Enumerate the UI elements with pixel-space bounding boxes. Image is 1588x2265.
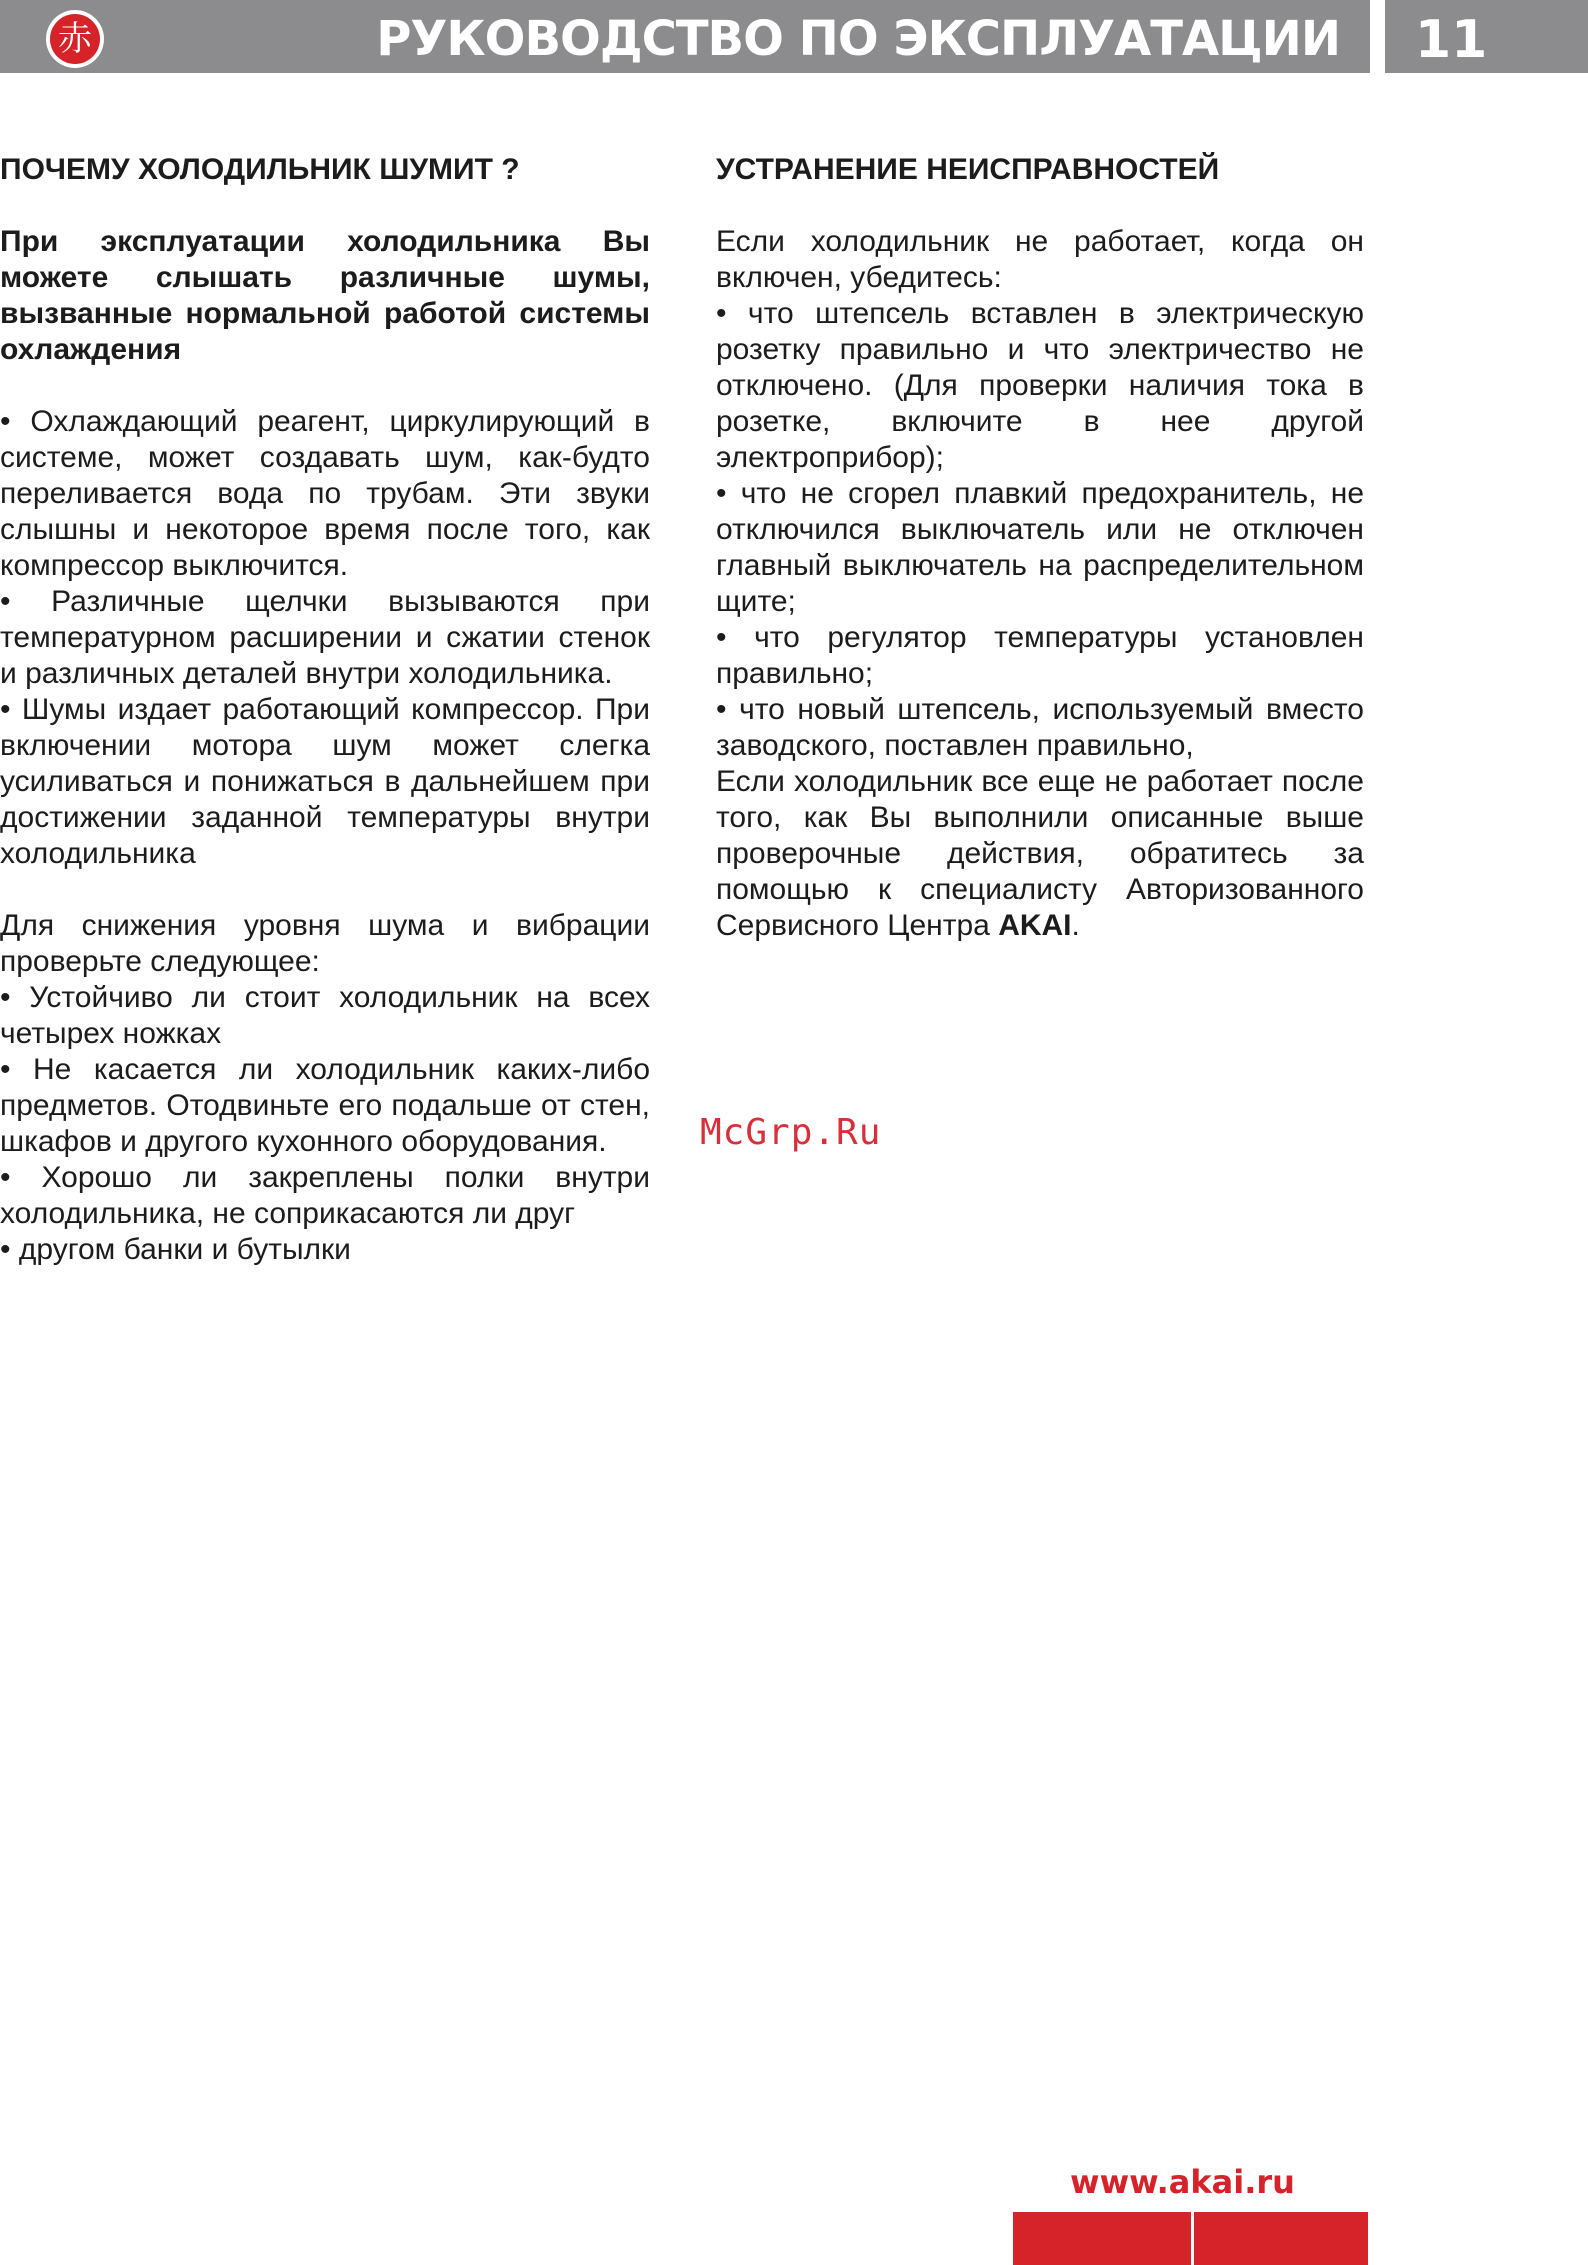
footer-bar — [1013, 2212, 1191, 2265]
closing-period: . — [1071, 909, 1080, 942]
closing-text: Если холодильник все еще не работает после того, как Вы выполнили описанные выше проверочные действия, обратитесь за помощью к специалисту Авторизованного Сервисного Центра — [716, 765, 1364, 942]
check-intro: Для снижения уровня шума и вибрации проверьте следующее: — [0, 909, 650, 978]
troubleshooting-intro: Если холодильник не работает, когда он включен, убедитесь: — [716, 225, 1364, 294]
page-number: 11 — [1385, 0, 1588, 73]
brand-name: AKAI — [998, 909, 1072, 942]
noise-intro: При эксплуатации холодильника Вы можете слышать различные шумы, вызванные нормальной работой системы охлаждения — [0, 225, 650, 366]
troubleshooting-closing — [716, 764, 1364, 944]
noise-cause: • Шумы издает работающий компрессор. При включении мотора шум может слегка усиливаться и понижаться в дальнейшем при достижении заданной температуры внутри холодильника — [0, 693, 650, 870]
noise-cause: • Охлаждающий реагент, циркулирующий в системе, может создавать шум, как-будто переливается вода по трубам. Эти звуки слышны и некоторое время после того, как компрессор выключится. — [0, 405, 650, 582]
check-item: • Хорошо ли закреплены полки внутри холодильника, не соприкасаются ли друг — [0, 1161, 650, 1230]
noise-heading: ПОЧЕМУ ХОЛОДИЛЬНИК ШУМИТ ? — [0, 153, 520, 186]
troubleshooting-heading: УСТРАНЕНИЕ НЕИСПРАВНОСТЕЙ — [716, 153, 1220, 186]
logo-glyph: 赤 — [50, 14, 100, 64]
check-item: • другом банки и бутылки — [0, 1233, 351, 1266]
footer-bar — [1194, 2212, 1368, 2265]
left-column — [0, 144, 650, 1268]
header-bar — [0, 0, 1370, 73]
check-item: • Не касается ли холодильник каких-либо предметов. Отодвиньте его подальше от стен, шкафов и другого кухонного оборудования. — [0, 1053, 650, 1158]
watermark: McGrp.Ru — [700, 1112, 882, 1153]
right-column — [716, 144, 1364, 944]
troubleshooting-item: • что штепсель вставлен в электрическую розетку правильно и что электричество не отключено. (Для проверки наличия тока в розетке, включите в нее другой электроприбор); — [716, 297, 1364, 474]
troubleshooting-item: • что регулятор температуры установлен правильно; — [716, 621, 1364, 690]
check-item: • Устойчиво ли стоит холодильник на всех четырех ножках — [0, 981, 650, 1050]
header-title: РУКОВОДСТВО ПО ЭКСПЛУАТАЦИИ — [376, 11, 1340, 67]
troubleshooting-item: • что не сгорел плавкий предохранитель, не отключился выключатель или не отключен главный выключатель на распределительном щите; — [716, 477, 1364, 618]
website-link[interactable]: www.akai.ru — [1070, 2163, 1295, 2201]
akai-logo — [46, 10, 104, 68]
noise-cause: • Различные щелчки вызываются при температурном расширении и сжатии стенок и различных деталей внутри холодильника. — [0, 585, 650, 690]
troubleshooting-item: • что новый штепсель, используемый вместо заводского, поставлен правильно, — [716, 693, 1364, 762]
